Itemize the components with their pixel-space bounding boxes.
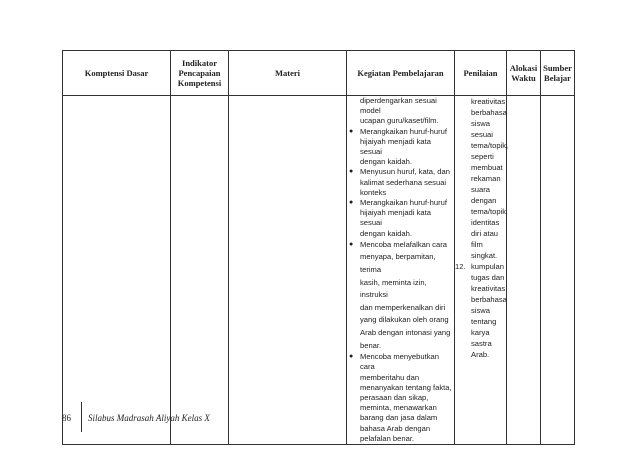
text-line: karya	[471, 328, 490, 337]
bullet-icon: ●	[349, 168, 354, 176]
header-indikator-line: Indikator	[182, 58, 217, 68]
list-item	[347, 167, 454, 198]
text-line: dan memperkenalkan diri	[360, 302, 446, 312]
text-line: ucapan guru/kaset/film.	[360, 116, 439, 126]
text-line: yang dilakukan oleh orang	[360, 315, 449, 325]
text-line: Mencoba menyebutkan cara	[360, 352, 439, 372]
text-line: kreativitas	[471, 284, 506, 293]
header-indikator-line: Pencapaian	[178, 68, 221, 78]
text-line: Merangkaikan huruf-huruf	[360, 198, 447, 208]
text-line: bahasa Arab dengan	[360, 423, 431, 433]
text-line: konteks	[360, 187, 387, 197]
text-line: sastra	[471, 339, 492, 348]
table-row	[63, 96, 575, 445]
text-line: kalimat sederhana sesuai	[360, 177, 447, 187]
text-line: film	[471, 240, 483, 249]
footer-title: Silabus Madrasah Aliyah Kelas X	[88, 413, 210, 423]
text-line: Arab.	[471, 350, 490, 359]
text-line: seperti	[471, 152, 494, 161]
list-item	[347, 239, 454, 352]
text-line: perasaan dan sikap,	[360, 393, 429, 402]
header-kegiatan: Kegiatan Pembelajaran	[347, 51, 455, 96]
cell-materi	[229, 96, 347, 445]
text-line: diperdengarkan sesuai model	[360, 96, 437, 116]
text-line: siswa	[471, 119, 490, 128]
text-line: Menyusun huruf, kata, dan	[360, 167, 450, 177]
text-line: kreativitas	[471, 97, 506, 106]
numbered-item	[455, 261, 506, 272]
bullet-icon: ●	[349, 353, 354, 361]
header-indikator	[171, 51, 229, 96]
text-line: hijaiyah menjadi kata sesuai	[360, 136, 431, 157]
text-line: dengan kaidah.	[360, 157, 412, 167]
text-line: meminta, menawarkan	[360, 403, 437, 413]
text-line: tema/topik	[471, 207, 507, 216]
footer-divider	[81, 402, 82, 432]
text-line: rekaman	[471, 174, 501, 183]
text-line: kumpulan	[471, 262, 504, 271]
text-line: tentang	[471, 317, 497, 326]
cell-sumber	[541, 96, 575, 445]
kegiatan-continuation	[347, 96, 454, 127]
cell-penilaian	[455, 96, 507, 445]
table-header-row	[63, 51, 575, 96]
header-indikator-line: Kompetensi	[177, 78, 222, 88]
header-sumber-line: Sumber	[543, 63, 572, 73]
text-line: kasih, meminta izin, instruksi	[360, 277, 427, 300]
page-number: 86	[62, 413, 71, 423]
text-line: membuat	[471, 163, 503, 172]
text-line: dengan	[471, 196, 497, 205]
text-line: identitas	[471, 218, 500, 227]
text-line: berbahasa	[471, 295, 507, 304]
header-alokasi-line: Alokasi	[509, 63, 538, 73]
text-line: tugas dan	[471, 273, 505, 282]
text-line: barang dan jasa dalam	[360, 413, 438, 423]
cell-alokasi	[507, 96, 541, 445]
list-item	[347, 198, 454, 239]
bullet-icon: ●	[349, 240, 354, 248]
text-line: menyapa, berpamitan, terima	[360, 252, 436, 275]
header-penilaian: Penilaian	[455, 51, 507, 96]
syllabus-table	[62, 50, 575, 445]
bullet-icon: ●	[349, 127, 354, 135]
text-line: dengan kaidah.	[360, 228, 412, 238]
cell-indikator	[171, 96, 229, 445]
text-line: memberitahu dan	[360, 372, 420, 382]
text-line: Merangkaikan huruf-huruf	[360, 126, 447, 136]
cell-kompetensi-dasar	[63, 96, 171, 445]
text-line: singkat.	[471, 251, 498, 260]
text-line: menanyakan tentang fakta,	[360, 382, 452, 392]
text-line: sesuai	[471, 130, 493, 139]
bullet-icon: ●	[349, 199, 354, 207]
text-line: benar.	[360, 340, 382, 350]
text-line: Mencoba melafalkan cara	[360, 239, 447, 249]
header-alokasi-line: Waktu	[511, 73, 536, 83]
list-item	[347, 352, 454, 444]
header-sumber	[541, 51, 575, 96]
text-line: suara	[471, 185, 490, 194]
header-alokasi	[507, 51, 541, 96]
text-line: hijaiyah menjadi kata sesuai	[360, 208, 431, 228]
kegiatan-list	[347, 127, 454, 444]
header-kompetensi-dasar: Komptensi Dasar	[63, 51, 171, 96]
header-materi: Materi	[229, 51, 347, 96]
item-number: 12.	[455, 262, 466, 271]
list-item	[347, 127, 454, 168]
text-line: berbahasa	[471, 108, 507, 117]
text-line: tema/topik,	[471, 141, 509, 150]
text-line: Arab dengan intonasi yang	[360, 328, 451, 337]
text-line: pelafalan benar.	[360, 433, 415, 443]
text-line: diri atau	[471, 229, 499, 238]
header-sumber-line: Belajar	[544, 73, 571, 83]
cell-kegiatan	[347, 96, 455, 445]
text-line: siswa	[471, 306, 490, 315]
